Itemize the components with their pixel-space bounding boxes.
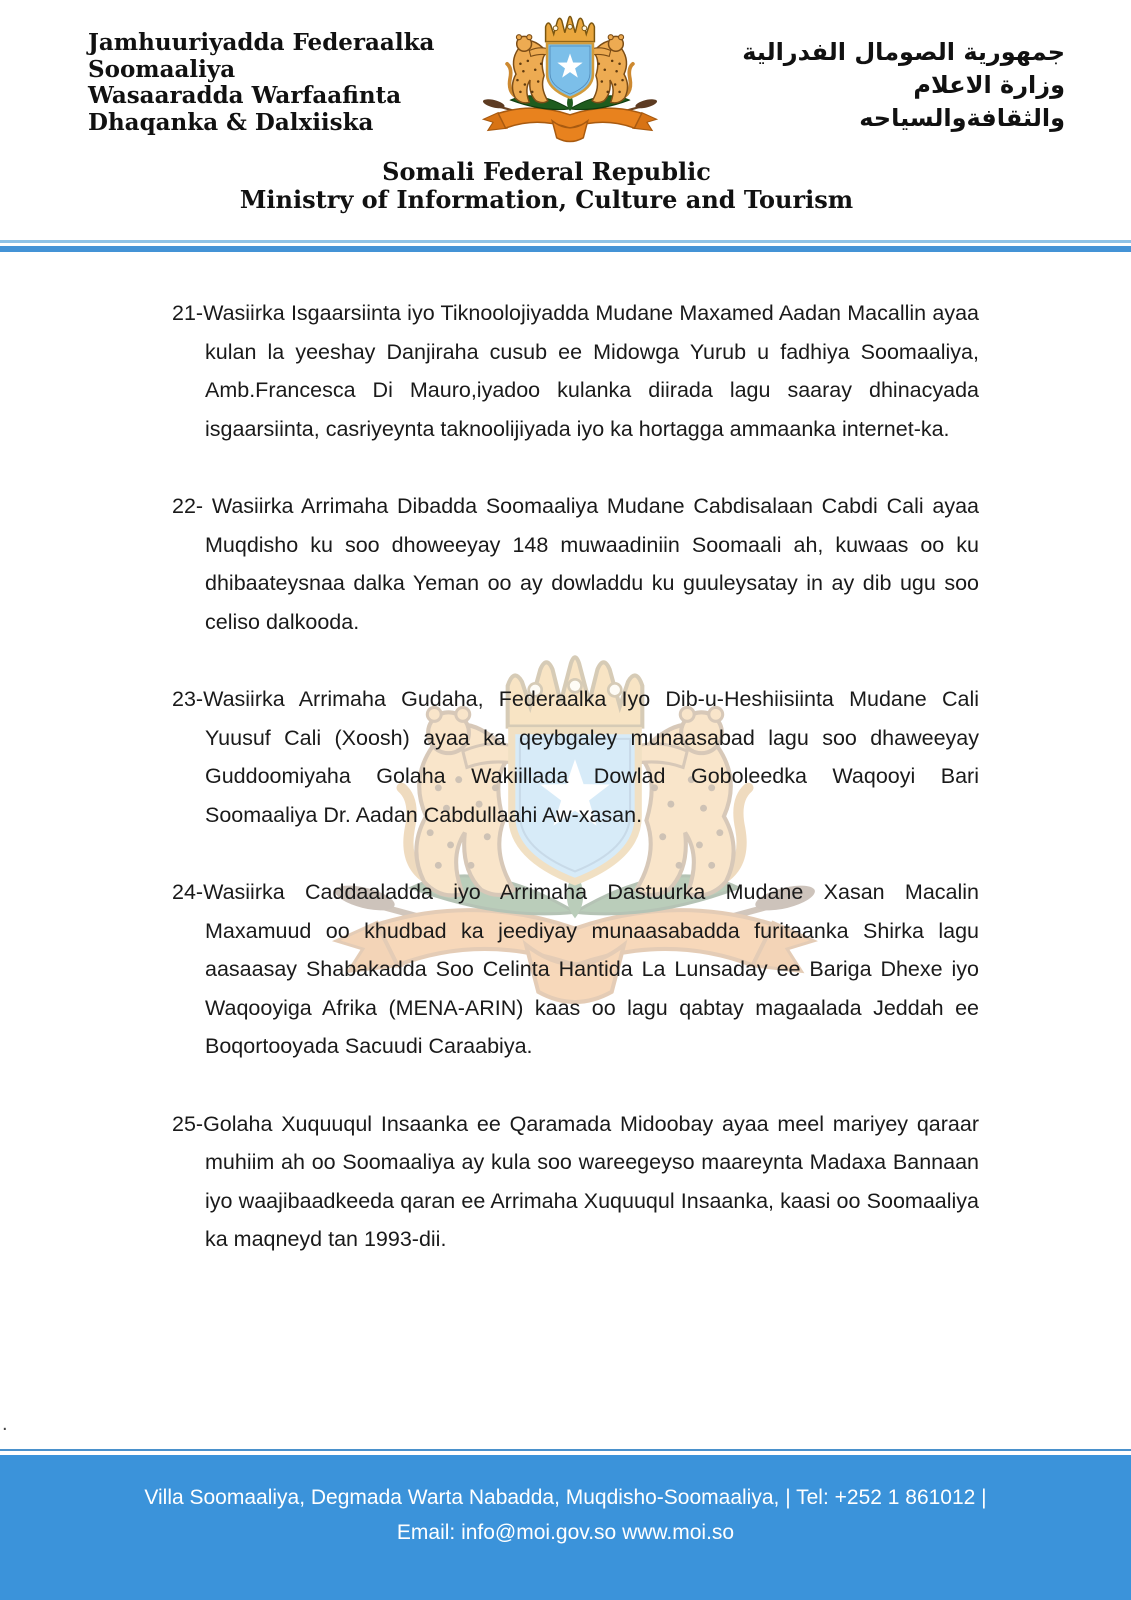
page-footer bbox=[0, 1449, 1131, 1600]
paragraph-24 bbox=[172, 873, 979, 1066]
paragraph-25 bbox=[172, 1105, 979, 1259]
document-title bbox=[0, 158, 1112, 214]
paragraph-text: Wasiirka Arrimaha Dibadda Soomaaliya Mudane Cabdisalaan Cabdi Cali ayaa Muqdisho ku soo dhoweeyay 148 muwaadiniin Soomaali ah, kuwaas oo ku dhibaateysnaa dalka Yeman oo ay dowladdu ku guuleysatay in ay dib ugu soo celiso dalkooda. bbox=[203, 494, 979, 634]
separator-thick-line bbox=[0, 246, 1131, 252]
paragraph-number: 24- bbox=[172, 880, 204, 904]
ministry-name-arabic bbox=[705, 36, 1065, 135]
org-title-line2: Ministry of Information, Culture and Tourism bbox=[239, 185, 854, 214]
document-body bbox=[0, 294, 1131, 1298]
ministry-name-somali bbox=[88, 30, 448, 136]
stray-period-mark: . bbox=[2, 1413, 8, 1435]
arabic-line: جمهورية الصومال الفدرالية bbox=[742, 38, 1065, 66]
ministry-name-line: Jamhuuriyadda Federaalka bbox=[88, 29, 435, 56]
paragraph-text: Wasiirka Arrimaha Gudaha, Federaalka Iyo Dib-u-Heshiisiinta Mudane Cali Yuusuf Cali (Xoosh) ayaa ka qeybgaley munaasabad lagu soo dhaweeyay Guddoomiyaha Golaha Wakiillada Dowlad Goboleedka Waqooyi Bari Soomaaliya Dr. Aadan Cabdullaahi Aw-xasan. bbox=[203, 687, 979, 827]
arabic-line: وزارة الاعلام bbox=[913, 71, 1065, 99]
arabic-line: والثقافةوالسياحه bbox=[859, 104, 1065, 132]
paragraph-number: 25- bbox=[172, 1111, 204, 1136]
paragraph-text: Wasiirka Caddaaladda iyo Arrimaha Dastuurka Mudane Xasan Macalin Maxamuud oo khudbad ka jeediyay munaasabadda furitaanka Shirka lagu aasaasay Shabakadda Soo Celinta Hantida La Lunsaday ee Bariga Dhexe iyo Waqooyiga Afrika (MENA-ARIN) kaas oo lagu qabtay magaalada Jeddah ee Boqortooyada Sacuudi Caraabiya. bbox=[203, 880, 979, 1058]
paragraph-21 bbox=[172, 294, 979, 448]
org-title-line1: Somali Federal Republic bbox=[382, 157, 711, 186]
somali-coat-of-arms-icon bbox=[477, 12, 663, 160]
paragraph-text: Golaha Xuquuqul Insaanka ee Qaramada Midoobay ayaa meel mariyey qaraar muhiim ah oo Soomaaliya ay kula soo wareegeyso maareynta Madaxa Bannaan iyo waajibaadkeeda qaran ee Arrimaha Xuquuqul Insaanka, kaasi oo Soomaaliya ka maqneyd tan 1993-dii. bbox=[203, 1111, 979, 1251]
paragraph-number: 22- bbox=[172, 494, 204, 518]
ministry-name-line: Wasaaradda Warfaafinta bbox=[88, 82, 402, 109]
ministry-name-line: Dhaqanka & Dalxiiska bbox=[88, 108, 374, 136]
paragraph-22 bbox=[172, 487, 979, 641]
footer-address-line: Villa Soomaaliya, Degmada Warta Nabadda, Muqdisho-Soomaaliya, | Tel: +252 1 861012 | bbox=[144, 1486, 987, 1509]
paragraph-number: 21- bbox=[172, 301, 204, 325]
paragraph-23 bbox=[172, 680, 979, 834]
paragraph-number: 23- bbox=[172, 687, 204, 711]
ministry-name-line: Soomaaliya bbox=[88, 55, 236, 83]
footer-band bbox=[0, 1455, 1131, 1600]
header-separator bbox=[0, 240, 1131, 252]
paragraph-text: Wasiirka Isgaarsiinta iyo Tiknoolojiyadda Mudane Maxamed Aadan Macallin ayaa kulan la yeeshay Danjiraha cusub ee Midowga Yurub u fadhiya Soomaaliya, Amb.Francesca Di Mauro,iyadoo kulanka diirada lagu saaray dhinacyada isgaarsiinta, casriyeynta taknoolijiyada iyo ka hortagga ammaanka internet-ka. bbox=[203, 301, 979, 441]
footer-email-line: Email: info@moi.gov.so www.moi.so bbox=[396, 1521, 735, 1544]
